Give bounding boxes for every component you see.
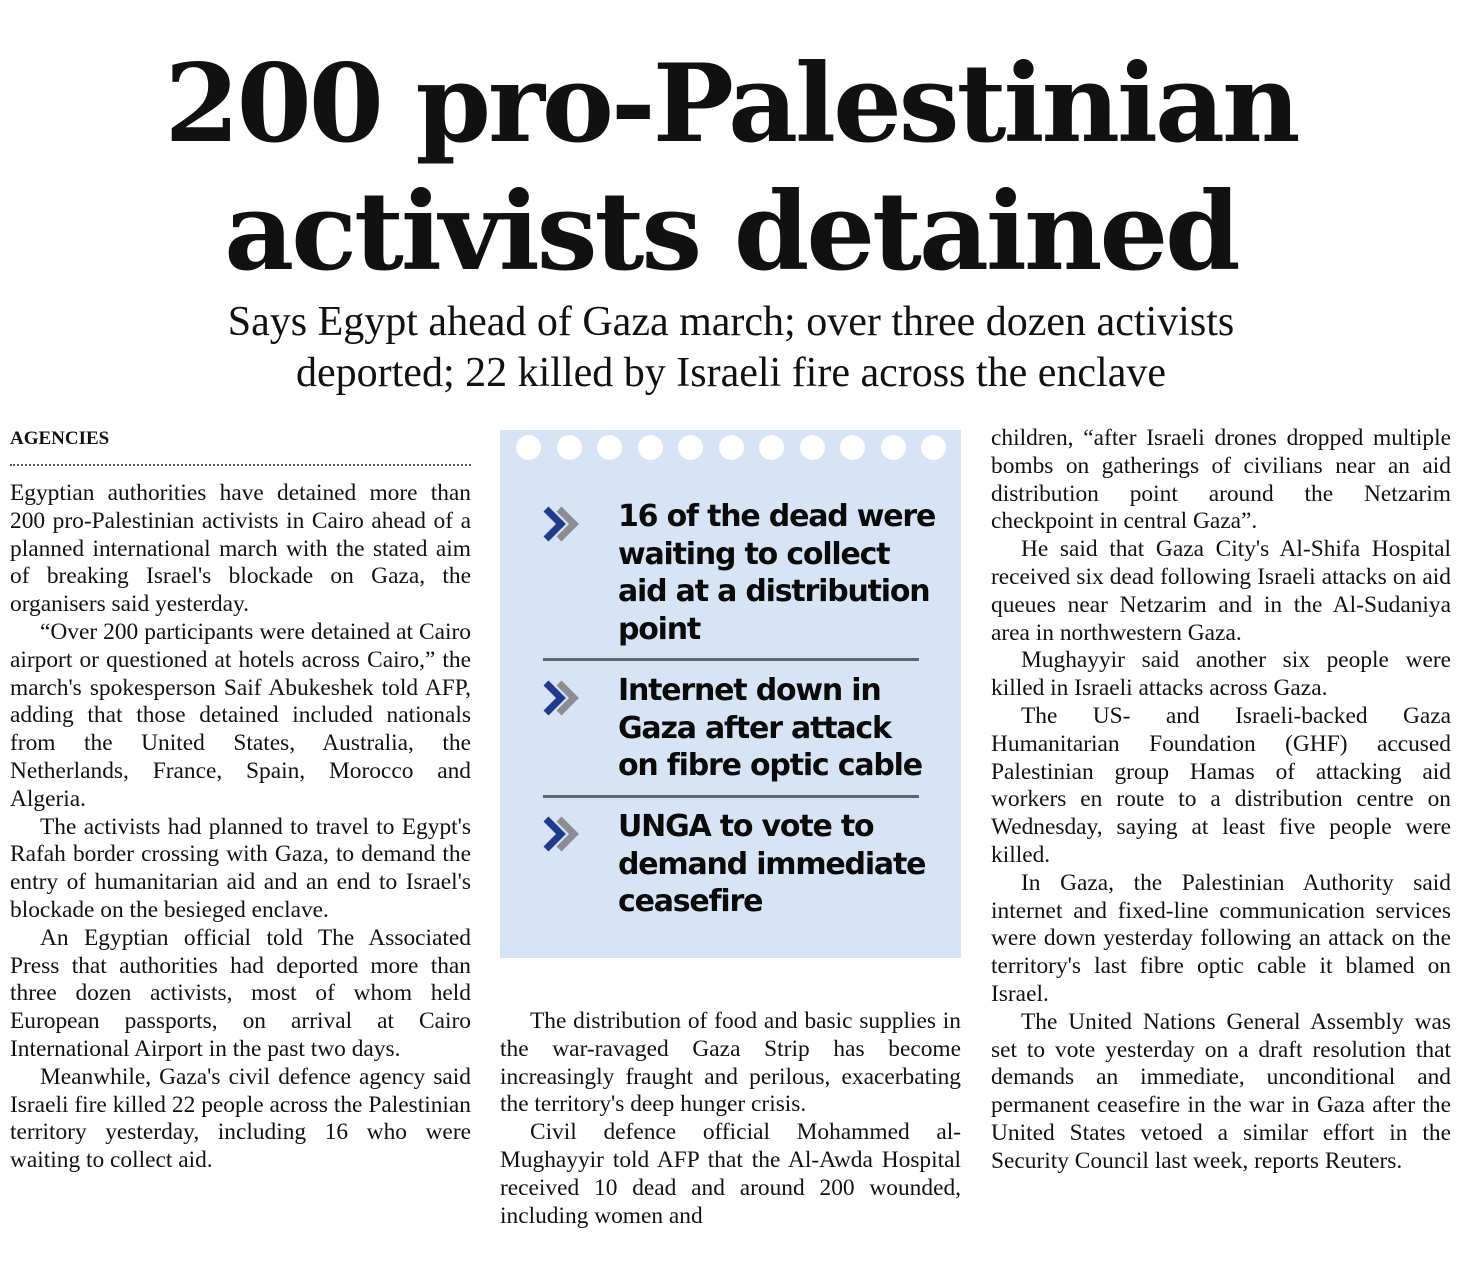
hole-icon: [759, 435, 784, 460]
paragraph: The distribution of food and basic supplies in the war-ravaged Gaza Strip has become increasingly fraught and perilous, exacerbating the territory's deep hunger crisis.: [500, 1008, 961, 1118]
hole-icon: [516, 435, 541, 460]
paragraph: Mughayyir said another six people were killed in Israeli attacks across Gaza.: [991, 647, 1451, 702]
paragraph: “Over 200 participants were detained at Cairo airport or questioned at hotels across Cairo,” the march's spokesperson Saif Abukeshek told AFP, adding that those detained included nationals from the United States, Australia, the Netherlands, France, Spain, Morocco and Algeria.: [10, 618, 471, 812]
paragraph: The US- and Israeli-backed Gaza Humanitarian Foundation (GHF) accused Palestinian group Hamas of attacking aid workers en route to a distribution centre on Wednesday, saying at least five people were killed.: [991, 702, 1451, 868]
hole-icon: [840, 435, 865, 460]
subheadline: [0, 297, 1462, 399]
byline: AGENCIES: [10, 428, 110, 449]
paragraph: The activists had planned to travel to Egypt's Rafah border crossing with Gaza, to demand the entry of humanitarian aid and an end to Israel's blockade on the besieged enclave.: [10, 813, 471, 923]
paragraph: An Egyptian official told The Associated Press that authorities had deported more than three dozen activists, most of whom held European passports, on arrival at Cairo International Airport in the past two days.: [10, 924, 471, 1062]
byline-dotted-rule: [10, 464, 471, 466]
double-chevron-right-icon: [540, 678, 586, 718]
hole-icon: [597, 435, 622, 460]
paragraph: Egyptian authorities have detained more than 200 pro-Palestinian activists in Cairo ahead of a planned international march with the stated aim of breaking Israel's blockade on Gaza, the organisers said yesterday.: [10, 480, 471, 618]
hole-icon: [800, 435, 825, 460]
paragraph: Civil defence official Mohammed al-Mughayyir told AFP that the Al-Awda Hospital received 10 dead and around 200 wounded, including women and: [500, 1119, 961, 1229]
hole-icon: [719, 435, 744, 460]
highlights-box: [500, 430, 961, 958]
highlight-divider: [543, 658, 919, 661]
article-column-3: [991, 425, 1451, 1176]
article-column-1: [10, 480, 471, 1175]
double-chevron-right-icon: [540, 814, 586, 854]
hole-icon: [638, 435, 663, 460]
highlight-text: Internet down in Gaza after attack on fibre optic cable: [618, 673, 922, 783]
subheadline-line-1: Says Egypt ahead of Gaza march; over three dozen activists: [227, 299, 1235, 345]
paragraph: Meanwhile, Gaza's civil defence agency said Israeli fire killed 22 people across the Palestinian territory yesterday, including 16 who were waiting to collect aid.: [10, 1063, 471, 1174]
highlight-divider: [543, 795, 919, 798]
subheadline-line-2: deported; 22 killed by Israeli fire across the enclave: [296, 350, 1166, 396]
double-chevron-right-icon: [540, 504, 586, 544]
paragraph: In Gaza, the Palestinian Authority said internet and fixed-line communication services were down yesterday following an attack on the territory's last fibre optic cable it blamed on Israel.: [991, 869, 1451, 1007]
hole-icon: [881, 435, 906, 460]
article-column-2: [500, 1008, 961, 1230]
headline-line-2: activists detained: [224, 169, 1238, 295]
paragraph: children, “after Israeli drones dropped multiple bombs on gatherings of civilians near an aid distribution point around the Netzarim checkpoint in central Gaza”.: [991, 425, 1451, 535]
notepad-holes: [516, 435, 956, 461]
highlight-text: 16 of the dead were waiting to collect aid at a distribution point: [618, 499, 936, 647]
paragraph: He said that Gaza City's Al-Shifa Hospital received six dead following Israeli attacks on aid queues near Netzarim and in the Al-Sudaniya area in northwestern Gaza.: [991, 536, 1451, 646]
headline-line-1: 200 pro-Palestinian: [164, 41, 1298, 167]
paragraph: The United Nations General Assembly was set to vote yesterday on a draft resolution that demands an immediate, unconditional and permanent ceasefire in the war in Gaza after the United States vetoed a similar effort in the Security Council last week, reports Reuters.: [991, 1008, 1451, 1174]
highlight-text: UNGA to vote to demand immediate ceasefire: [618, 809, 926, 919]
hole-icon: [557, 435, 582, 460]
hole-icon: [678, 435, 703, 460]
headline: [0, 40, 1462, 296]
hole-icon: [921, 435, 946, 460]
